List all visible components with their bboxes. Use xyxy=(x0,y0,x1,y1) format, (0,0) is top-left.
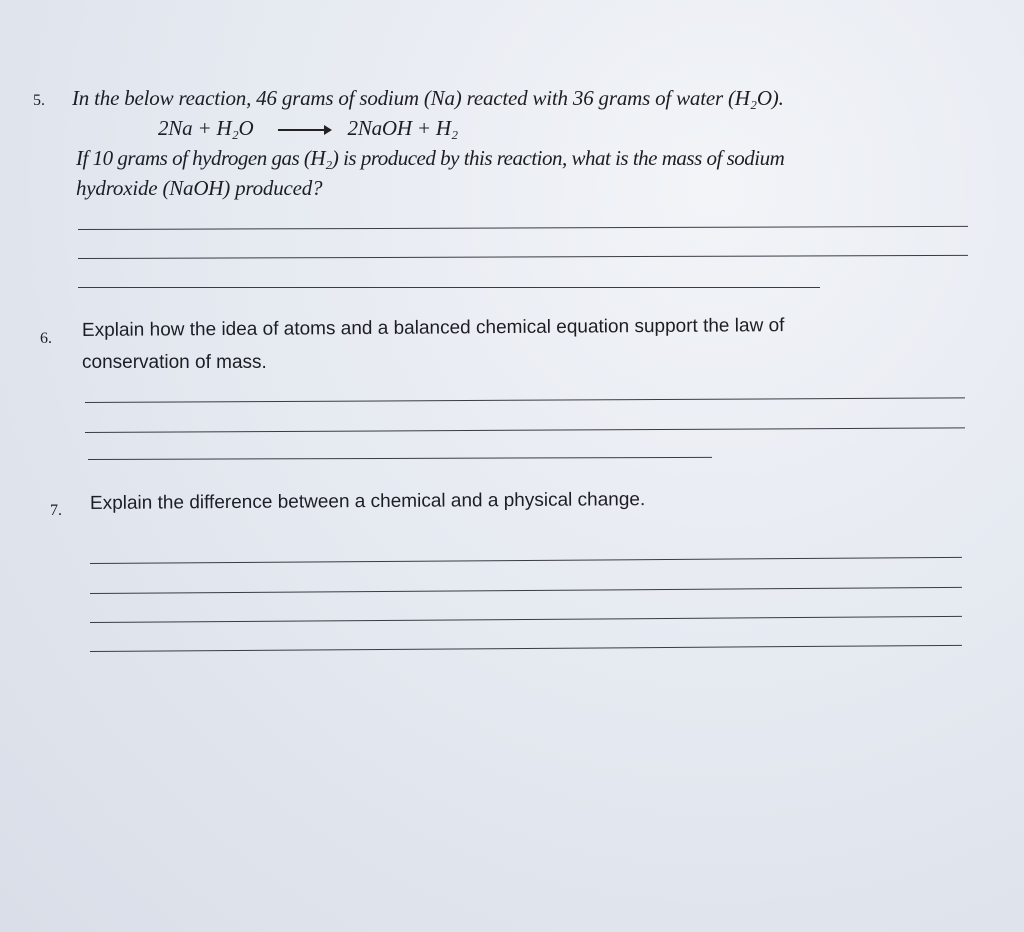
question-text: Explain the difference between a chemical and a physical change. xyxy=(89,489,646,514)
question-number: 6. xyxy=(40,330,52,347)
arrow-icon xyxy=(278,129,328,131)
question-number: 5. xyxy=(33,92,45,109)
answer-line xyxy=(78,226,968,230)
answer-line xyxy=(85,397,965,403)
question-text: If 10 grams of hydrogen gas (H₂) is produced by this reaction, what is the mass of sodium xyxy=(76,146,785,170)
answer-line xyxy=(90,616,962,623)
question-text: Explain how the idea of atoms and a balanced chemical equation support the law of xyxy=(81,315,785,341)
answer-line xyxy=(90,587,962,594)
question-number: 7. xyxy=(50,502,62,519)
answer-line xyxy=(90,645,962,652)
equation-products: 2NaOH + H₂ xyxy=(347,116,458,140)
answer-line xyxy=(78,287,820,288)
equation-reactants: 2Na + H₂O xyxy=(158,116,254,140)
answer-line xyxy=(90,557,962,564)
answer-line xyxy=(88,457,712,460)
answer-line xyxy=(78,255,968,259)
answer-line xyxy=(85,427,965,433)
question-text: hydroxide (NaOH) produced? xyxy=(76,176,323,200)
question-text: In the below reaction, 46 grams of sodium (Na) reacted with 36 grams of water (H₂O). xyxy=(72,86,784,110)
chemical-equation xyxy=(158,116,458,141)
question-text: conservation of mass. xyxy=(82,352,267,373)
